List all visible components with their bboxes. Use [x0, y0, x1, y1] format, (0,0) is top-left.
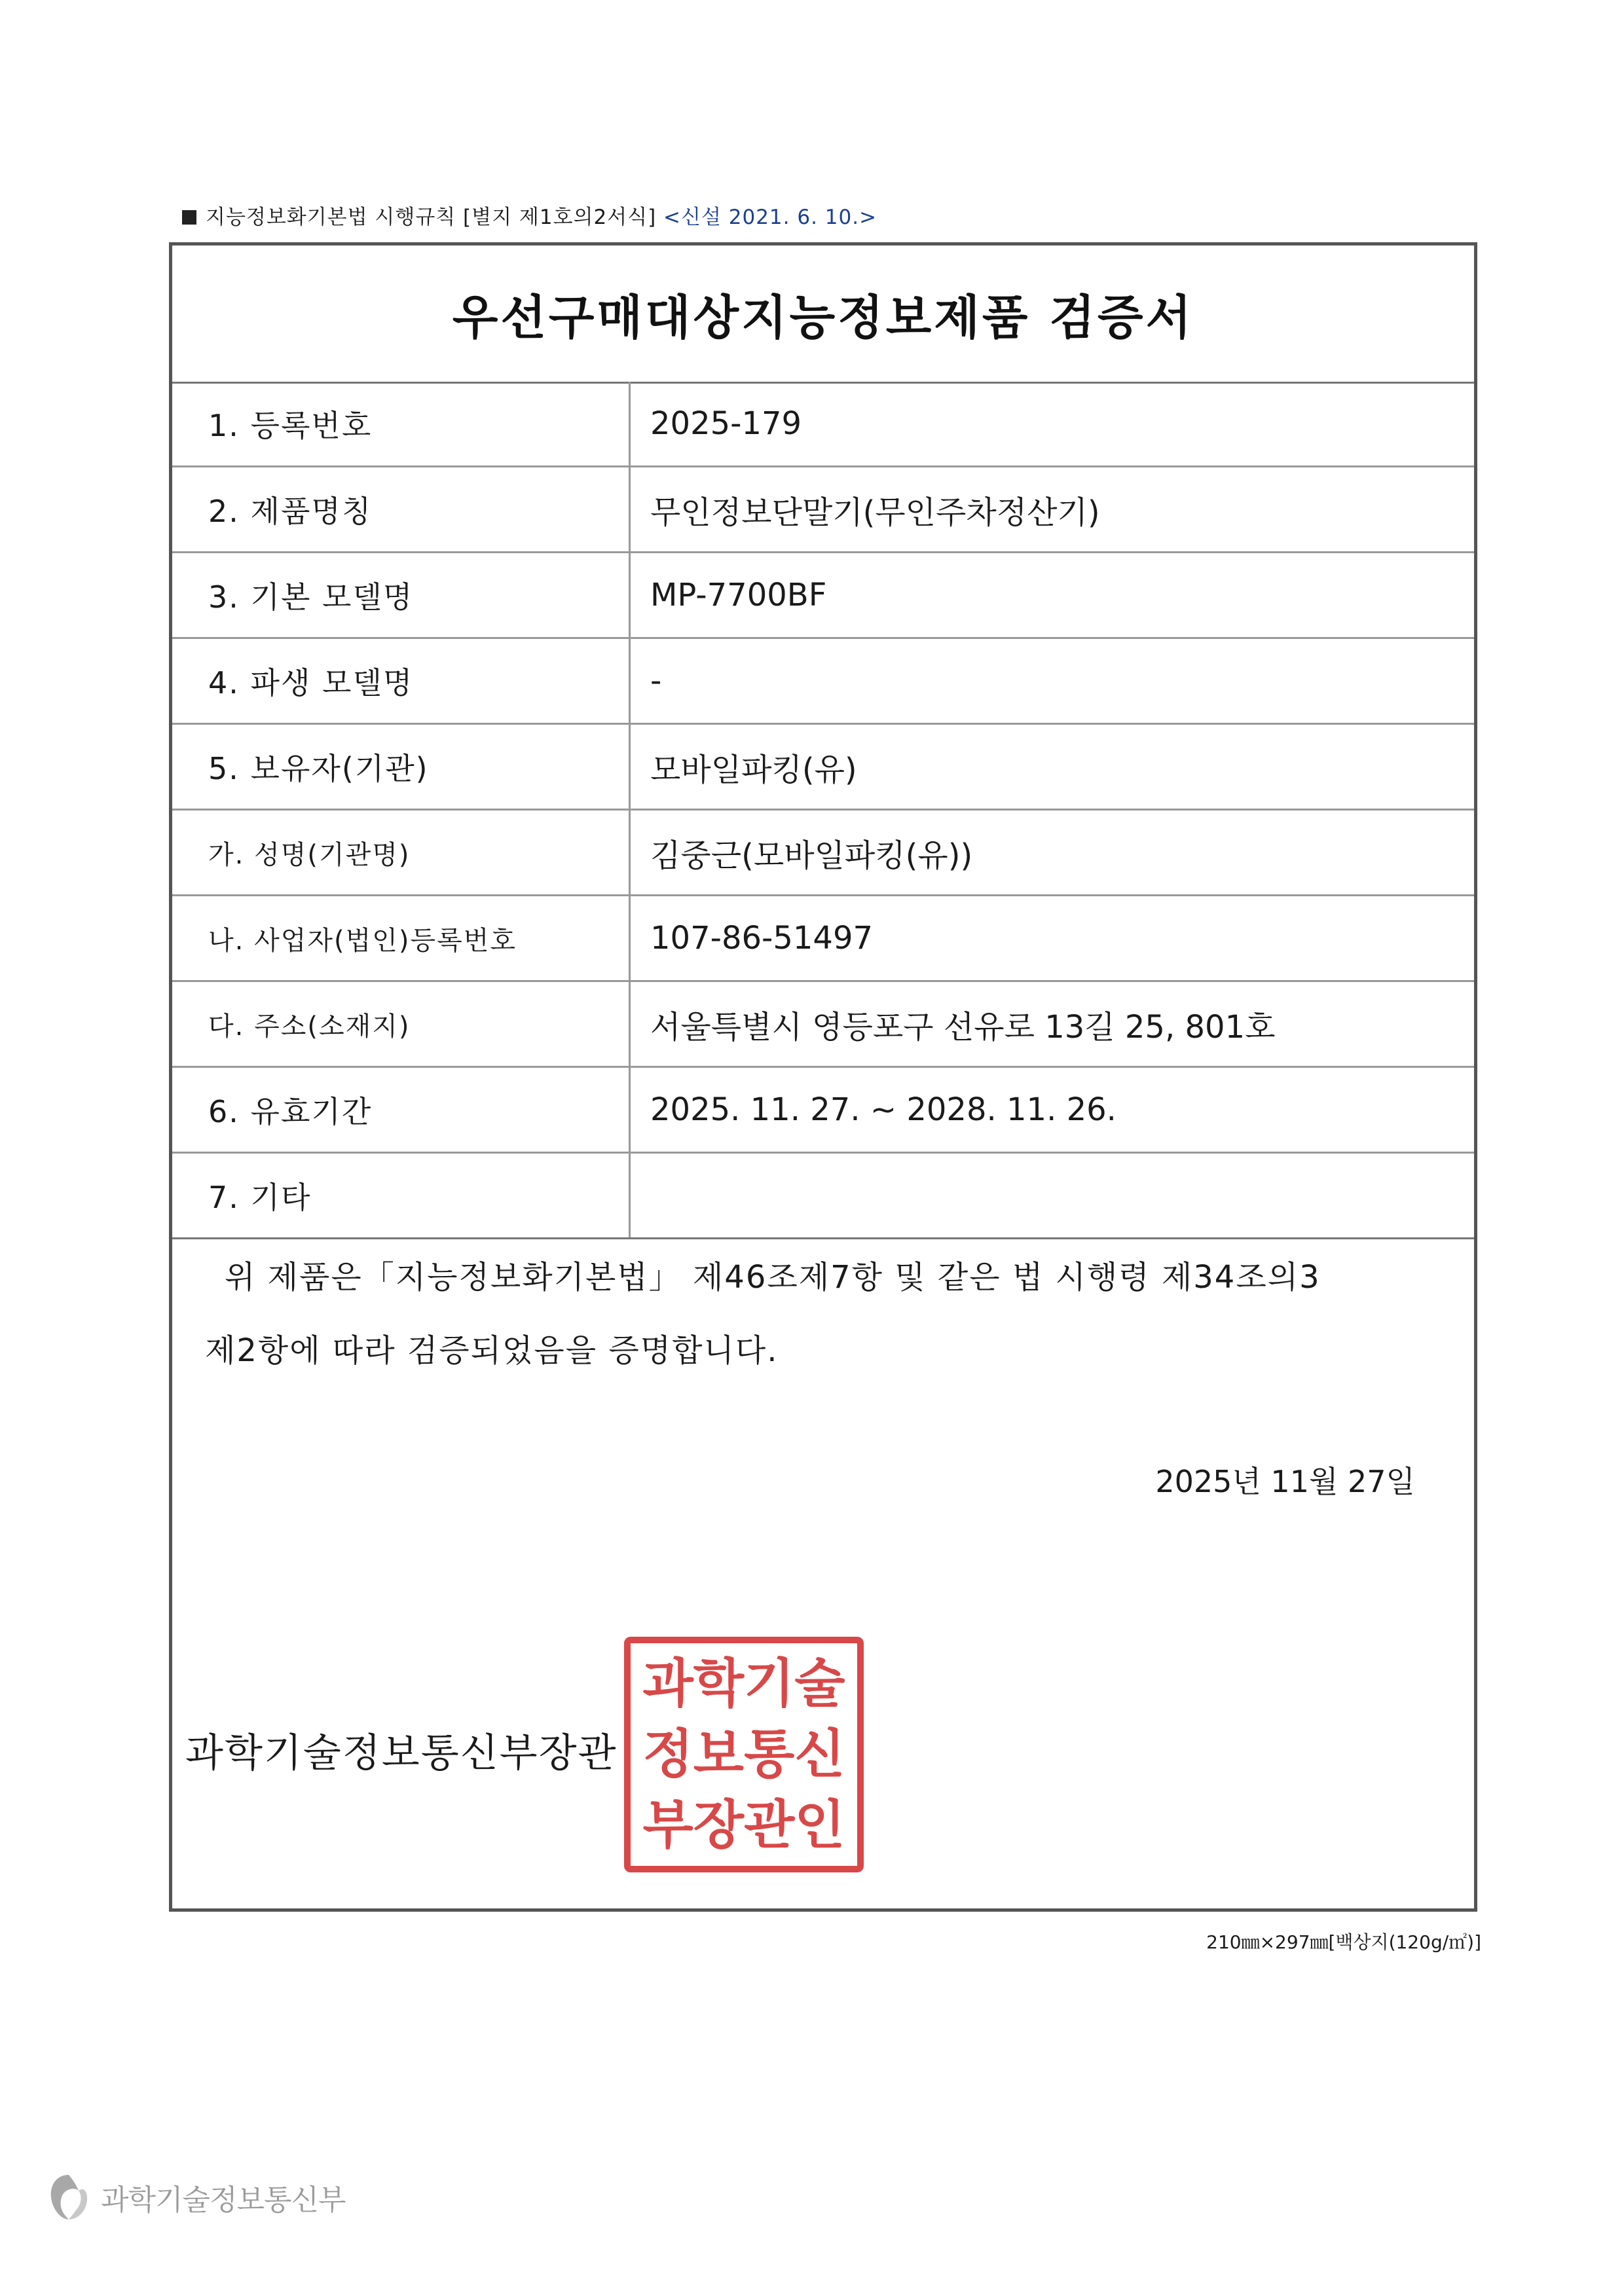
seal-text-row: 부장관인 [642, 1795, 845, 1855]
field-value: 2025. 11. 27. ~ 2028. 11. 26. [650, 1091, 1116, 1128]
field-label: 3. 기본 모델명 [172, 553, 631, 637]
field-label: 6. 유효기간 [172, 1068, 631, 1152]
field-value: 김중근(모바일파킹(유)) [650, 837, 973, 874]
field-row [172, 467, 1474, 553]
field-label: 나. 사업자(법인)등록번호 [172, 896, 631, 980]
form-reference: 지능정보화기본법 시행규칙 [별지 제1호의2서식] [206, 206, 657, 229]
field-row [172, 896, 1474, 982]
field-label: 2. 제품명칭 [172, 467, 631, 551]
revision-note: <신설 2021. 6. 10.> [663, 206, 877, 229]
form-reference-line [182, 200, 877, 230]
field-row [172, 982, 1474, 1068]
statement-line: 위 제품은「지능정보화기본법」 제46조제7항 및 같은 법 시행령 제34조의3 [225, 1259, 1321, 1296]
official-seal-stamp [624, 1637, 864, 1872]
field-label: 1. 등록번호 [172, 382, 631, 465]
field-label: 4. 파생 모델명 [172, 639, 631, 723]
field-value: 모바일파킹(유) [650, 751, 857, 788]
field-row [172, 639, 1474, 725]
field-value: 107-86-51497 [650, 920, 874, 957]
document-title: 우선구매대상지능정보제품 검증서 [172, 246, 1474, 384]
seal-text-row: 과학기술 [642, 1653, 845, 1714]
government-emblem-icon [47, 2172, 90, 2222]
field-value: 무인정보단말기(무인주차정산기) [650, 494, 1100, 531]
field-value [631, 1154, 1474, 1237]
field-label: 7. 기타 [172, 1154, 631, 1237]
field-value: - [650, 663, 662, 699]
field-row [172, 1068, 1474, 1154]
field-label: 5. 보유자(기관) [172, 725, 631, 809]
field-row [172, 725, 1474, 811]
certificate-frame [169, 242, 1477, 1912]
certification-statement [205, 1241, 1449, 1387]
field-value: 서울특별시 영등포구 선유로 13길 25, 801호 [650, 1008, 1276, 1046]
field-value: MP-7700BF [650, 577, 827, 613]
issue-date: 2025년 11월 27일 [1155, 1464, 1415, 1499]
paper-specification: 210㎜×297㎜[백상지(120g/㎡)] [1206, 1931, 1481, 1953]
field-row [172, 1154, 1474, 1239]
field-label: 다. 주소(소재지) [172, 982, 631, 1066]
seal-text-row: 정보통신 [642, 1724, 845, 1785]
field-value: 2025-179 [650, 405, 802, 442]
issuer-title: 과학기술정보통신부장관 [185, 1730, 618, 1776]
field-row [172, 811, 1474, 896]
statement-line: 제2항에 따라 검증되었음을 증명합니다. [205, 1332, 779, 1369]
footer-logo [47, 2172, 346, 2222]
field-label: 가. 성명(기관명) [172, 811, 631, 894]
field-row [172, 382, 1474, 467]
field-row [172, 553, 1474, 639]
certificate-fields-table [172, 382, 1474, 1239]
footer-org-name: 과학기술정보통신부 [101, 2183, 346, 2217]
square-bullet-icon [182, 210, 196, 225]
